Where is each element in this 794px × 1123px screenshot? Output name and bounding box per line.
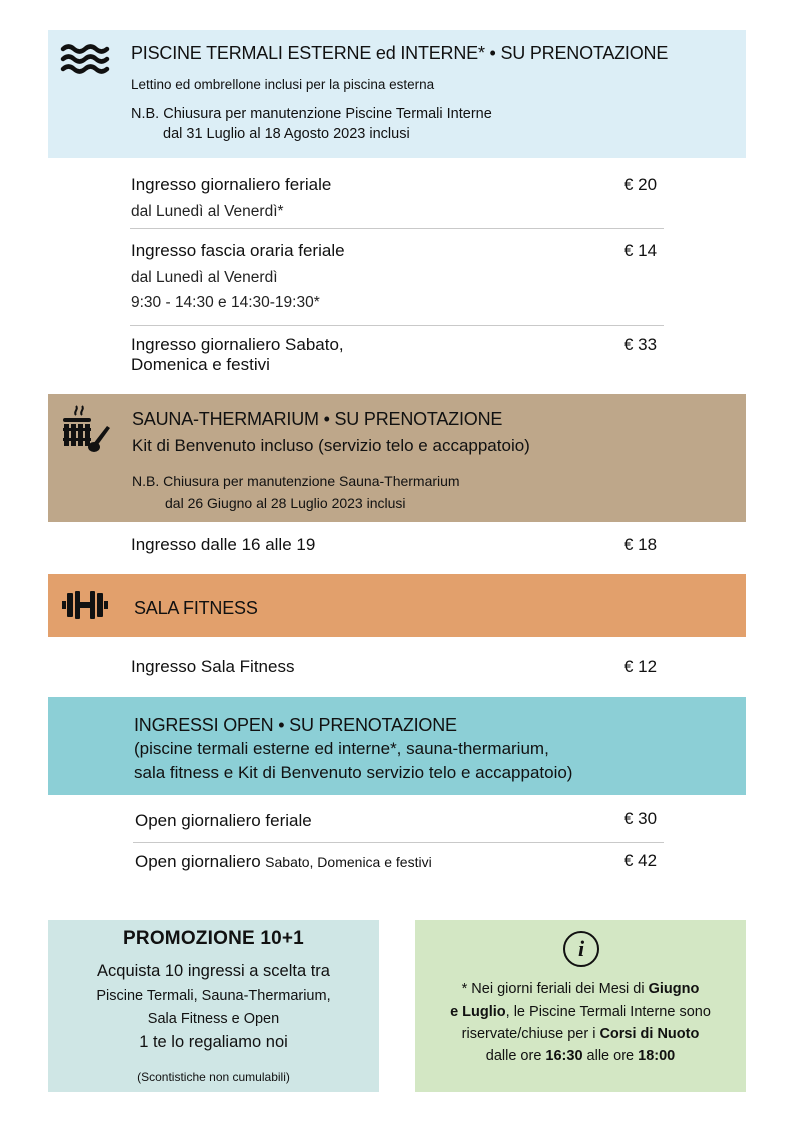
- pool-item-1-label: Ingresso giornaliero feriale: [131, 175, 332, 194]
- pool-item-3-price: € 33: [624, 335, 658, 354]
- open-item-2-suffix: Sabato, Domenica e festivi: [265, 854, 432, 870]
- sauna-subtitle: Kit di Benvenuto incluso (servizio telo e accappatoio): [132, 436, 530, 455]
- pool-item-2-label: Ingresso fascia oraria feriale: [131, 241, 345, 260]
- divider: [130, 228, 664, 229]
- divider: [130, 325, 664, 326]
- info-line-1: * Nei giorni feriali dei Mesi di Giugno: [461, 981, 700, 997]
- open-item-1-label: Open giornaliero feriale: [135, 811, 312, 830]
- pool-closure-note: N.B. Chiusura per manutenzione Piscine Termali Interne: [131, 106, 492, 122]
- fitness-item-price: € 12: [624, 657, 658, 676]
- promo-title: PROMOZIONE 10+1: [123, 928, 304, 949]
- open-item-2-price: € 42: [624, 851, 658, 870]
- fitness-item-label: Ingresso Sala Fitness: [131, 657, 295, 676]
- open-description-line-2: sala fitness e Kit di Benvenuto servizio telo e accappatoio): [134, 763, 573, 782]
- pool-note: Lettino ed ombrellone inclusi per la piscina esterna: [131, 77, 435, 92]
- pool-item-1-price: € 20: [624, 175, 658, 194]
- promo-line-1: Acquista 10 ingressi a scelta tra: [97, 962, 330, 980]
- promo-line-2: Piscine Termali, Sauna-Thermarium,: [96, 988, 331, 1004]
- pool-item-2-detail: dal Lunedì al Venerdì: [131, 269, 278, 286]
- pool-item-3-detail: Domenica e festivi: [131, 355, 270, 374]
- info-line-2: e Luglio, le Piscine Termali Interne sono: [450, 1004, 711, 1020]
- sauna-closure-note: N.B. Chiusura per manutenzione Sauna-Thermarium: [132, 473, 460, 489]
- promo-line-4: 1 te lo regaliamo noi: [139, 1033, 288, 1051]
- open-item-2: [135, 852, 432, 872]
- divider: [133, 842, 664, 843]
- open-item-1-price: € 30: [624, 809, 658, 828]
- open-title: INGRESSI OPEN • SU PRENOTAZIONE: [134, 715, 457, 735]
- sauna-closure-dates: dal 26 Giugno al 28 Luglio 2023 inclusi: [165, 495, 406, 511]
- sauna-title: SAUNA-THERMARIUM • SU PRENOTAZIONE: [132, 409, 503, 429]
- sauna-item-price: € 18: [624, 535, 658, 554]
- sauna-bucket-icon: [60, 404, 114, 454]
- dumbbell-icon: [62, 590, 108, 620]
- pool-item-1-detail: dal Lunedì al Venerdì*: [131, 203, 284, 220]
- pool-item-3-label: Ingresso giornaliero Sabato,: [131, 335, 344, 354]
- fitness-title: SALA FITNESS: [134, 598, 258, 618]
- promo-box: [48, 920, 379, 1092]
- info-box: [415, 920, 746, 1092]
- sauna-item-label: Ingresso dalle 16 alle 19: [131, 535, 316, 554]
- promo-footnote: (Scontistiche non cumulabili): [137, 1070, 290, 1084]
- open-item-2-label: Open giornaliero: [135, 852, 261, 871]
- pool-title: PISCINE TERMALI ESTERNE ed INTERNE* • SU PRENOTAZIONE: [131, 43, 669, 63]
- info-line-4: dalle ore 16:30 alle ore 18:00: [485, 1048, 676, 1064]
- info-icon: i: [563, 931, 599, 967]
- waves-icon: [60, 44, 110, 74]
- pool-closure-dates: dal 31 Luglio al 18 Agosto 2023 inclusi: [163, 126, 410, 142]
- info-line-3: riservate/chiuse per i Corsi di Nuoto: [461, 1026, 700, 1042]
- pool-item-2-price: € 14: [624, 241, 658, 260]
- open-description-line-1: (piscine termali esterne ed interne*, sauna-thermarium,: [134, 739, 549, 758]
- pool-item-2-hours: 9:30 - 14:30 e 14:30-19:30*: [131, 294, 320, 311]
- promo-line-3: Sala Fitness e Open: [147, 1011, 280, 1027]
